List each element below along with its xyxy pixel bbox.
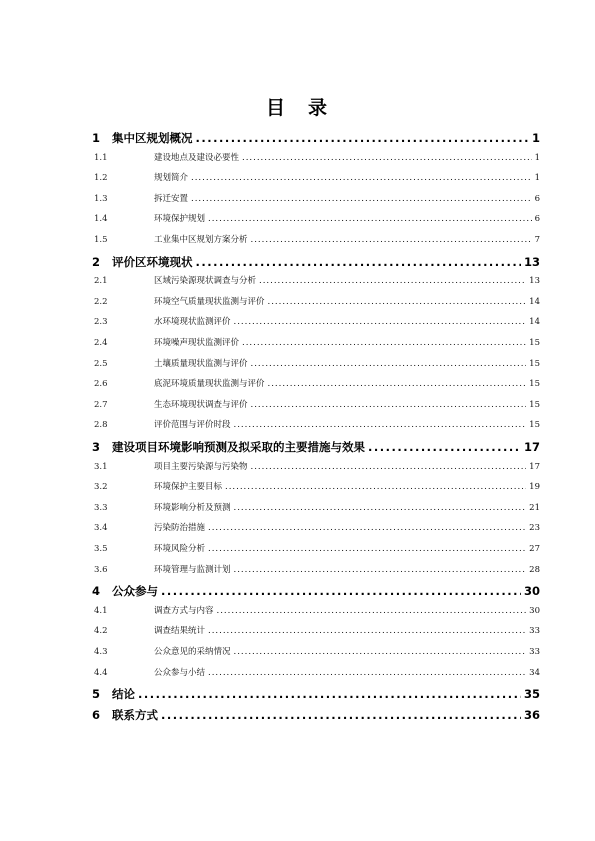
toc-entry-label: 环境空气质量现状监测与评价 <box>154 296 265 307</box>
toc-entry-number: 2.5 <box>94 358 108 369</box>
toc-entry-number: 4.4 <box>94 667 108 678</box>
toc-entry-page-number: 6 <box>534 214 540 225</box>
toc-section-entry[interactable] <box>92 604 540 616</box>
toc-entry-label: 评价范围与评价时段 <box>154 420 231 431</box>
toc-chapter-entry[interactable] <box>92 583 540 599</box>
toc-dot-leader <box>259 276 526 286</box>
toc-entry-label: 建设地点及建设必要性 <box>154 152 240 163</box>
toc-entry-number: 2.6 <box>94 379 108 390</box>
toc-entry-page-number: 1 <box>534 173 540 184</box>
toc-dot-leader <box>138 687 521 701</box>
toc-section-entry[interactable] <box>92 315 540 327</box>
toc-title: 目 录 <box>265 97 329 119</box>
toc-entry-label: 拆迁安置 <box>154 193 189 204</box>
toc-entry-number: 4 <box>92 584 101 599</box>
toc-entry-number: 1.4 <box>94 214 108 225</box>
toc-dot-leader <box>161 708 521 722</box>
toc-entry-label: 调查方式与内容 <box>154 605 214 616</box>
toc-dot-leader <box>268 297 527 307</box>
toc-entry-page-number: 13 <box>523 254 540 269</box>
toc-entry-label: 公众参与小结 <box>154 667 206 678</box>
toc-entry-label: 环境影响分析及预测 <box>154 502 231 513</box>
toc-entry-number: 3.1 <box>94 461 108 472</box>
toc-dot-leader <box>251 400 527 410</box>
toc-entry-label: 区域污染源现状调查与分析 <box>154 276 257 287</box>
toc-entry-label: 水环境现状监测评价 <box>154 317 231 328</box>
toc-entry-number: 6 <box>92 707 101 722</box>
toc-chapter-entry[interactable] <box>92 254 540 270</box>
toc-entry-number: 2.7 <box>94 399 108 410</box>
toc-section-entry[interactable] <box>92 336 540 348</box>
toc-dot-leader <box>225 482 526 492</box>
toc-entry-page-number: 15 <box>529 399 540 410</box>
toc-entry-page-number: 14 <box>529 296 540 307</box>
toc-entry-page-number: 15 <box>529 420 540 431</box>
toc-section-entry[interactable] <box>92 501 540 513</box>
toc-dot-leader <box>251 359 527 369</box>
toc-entry-label: 生态环境现状调查与评价 <box>154 399 248 410</box>
toc-dot-leader <box>242 153 532 163</box>
toc-dot-leader <box>368 440 521 454</box>
toc-entry-page-number: 36 <box>523 707 540 722</box>
toc-entry-label: 环境管理与监测计划 <box>154 564 231 575</box>
toc-section-entry[interactable] <box>92 563 540 575</box>
toc-entry-number: 5 <box>92 687 101 702</box>
toc-entry-number: 2.2 <box>94 296 108 307</box>
toc-entry-page-number: 19 <box>529 482 540 493</box>
toc-entry-page-number: 30 <box>529 605 540 616</box>
toc-entry-number: 2.4 <box>94 338 108 348</box>
toc-entry-label: 污染防治措施 <box>154 523 206 534</box>
toc-section-entry[interactable] <box>92 418 540 430</box>
toc-entry-label: 土壤质量现状监测与评价 <box>154 358 248 369</box>
toc-section-entry[interactable] <box>92 460 540 472</box>
toc-entry-page-number: 13 <box>529 276 540 287</box>
toc-dot-leader <box>191 194 532 204</box>
toc-entry-page-number: 27 <box>529 544 540 554</box>
toc-entry-label: 环境保护规划 <box>154 214 206 225</box>
toc-dot-leader <box>208 523 526 533</box>
toc-entry-number: 2.3 <box>94 317 108 328</box>
toc-entry-number: 2 <box>92 254 101 269</box>
toc-entry-number: 3.2 <box>94 482 108 493</box>
toc-entry-page-number: 33 <box>529 626 540 637</box>
toc-section-entry[interactable] <box>92 295 540 307</box>
toc-chapter-entry[interactable] <box>92 686 540 702</box>
toc-entry-page-number: 15 <box>529 338 540 348</box>
toc-entry-page-number: 7 <box>534 235 540 245</box>
toc-entry-number: 3.4 <box>94 523 108 534</box>
toc-entry-page-number: 23 <box>529 523 540 534</box>
toc-section-entry[interactable] <box>92 377 540 389</box>
toc-entry-number: 1.1 <box>94 152 108 163</box>
toc-entry-page-number: 1 <box>531 131 540 145</box>
toc-entry-number: 3.6 <box>94 564 108 575</box>
toc-entry-page-number: 33 <box>529 647 540 657</box>
toc-entry-page-number: 15 <box>529 358 540 369</box>
toc-section-entry[interactable] <box>92 357 540 369</box>
toc-entry-page-number: 17 <box>529 461 540 472</box>
toc-section-entry[interactable] <box>92 542 540 554</box>
toc-entry-number: 1 <box>92 131 101 145</box>
toc-entry-label: 项目主要污染源与污染物 <box>154 461 248 472</box>
toc-section-entry[interactable] <box>92 624 540 636</box>
toc-dot-leader <box>208 626 526 636</box>
toc-section-entry[interactable] <box>92 274 540 286</box>
toc-dot-leader <box>251 235 532 245</box>
toc-entry-label: 建设项目环境影响预测及拟采取的主要措施与效果 <box>112 440 365 454</box>
toc-entry-label: 调查结果统计 <box>154 626 206 637</box>
toc-dot-leader <box>234 420 527 430</box>
toc-entry-label: 结论 <box>112 687 135 702</box>
toc-section-entry[interactable] <box>92 233 540 245</box>
toc-entry-number: 4.2 <box>94 626 108 637</box>
toc-entry-number: 2.1 <box>94 276 108 287</box>
toc-section-entry[interactable] <box>92 212 540 224</box>
toc-chapter-entry[interactable] <box>92 130 540 146</box>
toc-entry-label: 工业集中区规划方案分析 <box>154 235 248 245</box>
toc-chapter-entry[interactable] <box>92 707 540 723</box>
toc-section-entry[interactable] <box>92 398 540 410</box>
toc-section-entry[interactable] <box>92 171 540 183</box>
toc-dot-leader <box>196 255 521 269</box>
toc-dot-leader <box>268 379 527 389</box>
toc-dot-leader <box>234 647 527 657</box>
toc-section-entry[interactable] <box>92 192 540 204</box>
toc-entry-label: 公众意见的采纳情况 <box>154 647 231 657</box>
toc-entry-number: 1.2 <box>94 173 108 184</box>
toc-entry-number: 2.8 <box>94 420 108 431</box>
toc-entry-label: 环境噪声现状监测评价 <box>154 338 240 348</box>
toc-dot-leader <box>208 668 526 678</box>
toc-entry-label: 环境风险分析 <box>154 544 206 554</box>
toc-dot-leader <box>217 606 527 616</box>
toc-entry-page-number: 28 <box>529 564 540 575</box>
toc-entry-number: 1.5 <box>94 235 108 245</box>
toc-dot-leader <box>196 131 529 145</box>
toc-dot-leader <box>208 544 526 554</box>
toc-entry-page-number: 15 <box>529 379 540 390</box>
toc-entry-page-number: 30 <box>523 584 540 599</box>
toc-entry-page-number: 34 <box>529 667 540 678</box>
toc-entry-number: 3 <box>92 440 101 454</box>
toc-entry-number: 1.3 <box>94 193 108 204</box>
toc-section-entry[interactable] <box>92 645 540 657</box>
toc-dot-leader <box>208 214 532 224</box>
toc-chapter-entry[interactable] <box>92 439 540 455</box>
toc-section-entry[interactable] <box>92 480 540 492</box>
toc-entry-label: 评价区环境现状 <box>112 254 193 269</box>
toc-entry-number: 4.3 <box>94 647 108 657</box>
toc-entry-label: 集中区规划概况 <box>112 131 193 145</box>
toc-section-entry[interactable] <box>92 521 540 533</box>
toc-dot-leader <box>242 338 526 348</box>
toc-entry-label: 规划简介 <box>154 173 189 184</box>
toc-dot-leader <box>161 584 521 598</box>
toc-dot-leader <box>191 173 532 183</box>
toc-entry-label: 公众参与 <box>112 584 158 599</box>
toc-dot-leader <box>251 462 527 472</box>
toc-dot-leader <box>234 503 527 513</box>
toc-section-entry[interactable] <box>92 666 540 678</box>
toc-dot-leader <box>234 565 527 575</box>
toc-entry-label: 联系方式 <box>112 707 158 722</box>
toc-entry-number: 3.3 <box>94 502 108 513</box>
toc-entry-number: 4.1 <box>94 605 108 616</box>
toc-entry-page-number: 17 <box>523 440 540 454</box>
toc-section-entry[interactable] <box>92 151 540 163</box>
toc-dot-leader <box>234 317 527 327</box>
toc-entry-page-number: 21 <box>529 502 540 513</box>
toc-entry-label: 环境保护主要目标 <box>154 482 223 493</box>
toc-entry-page-number: 6 <box>534 193 540 204</box>
toc-entry-page-number: 14 <box>529 317 540 328</box>
toc-entry-page-number: 35 <box>523 687 540 702</box>
toc-entry-label: 底泥环境质量现状监测与评价 <box>154 379 265 390</box>
toc-entry-number: 3.5 <box>94 544 108 554</box>
toc-entry-page-number: 1 <box>534 152 540 163</box>
